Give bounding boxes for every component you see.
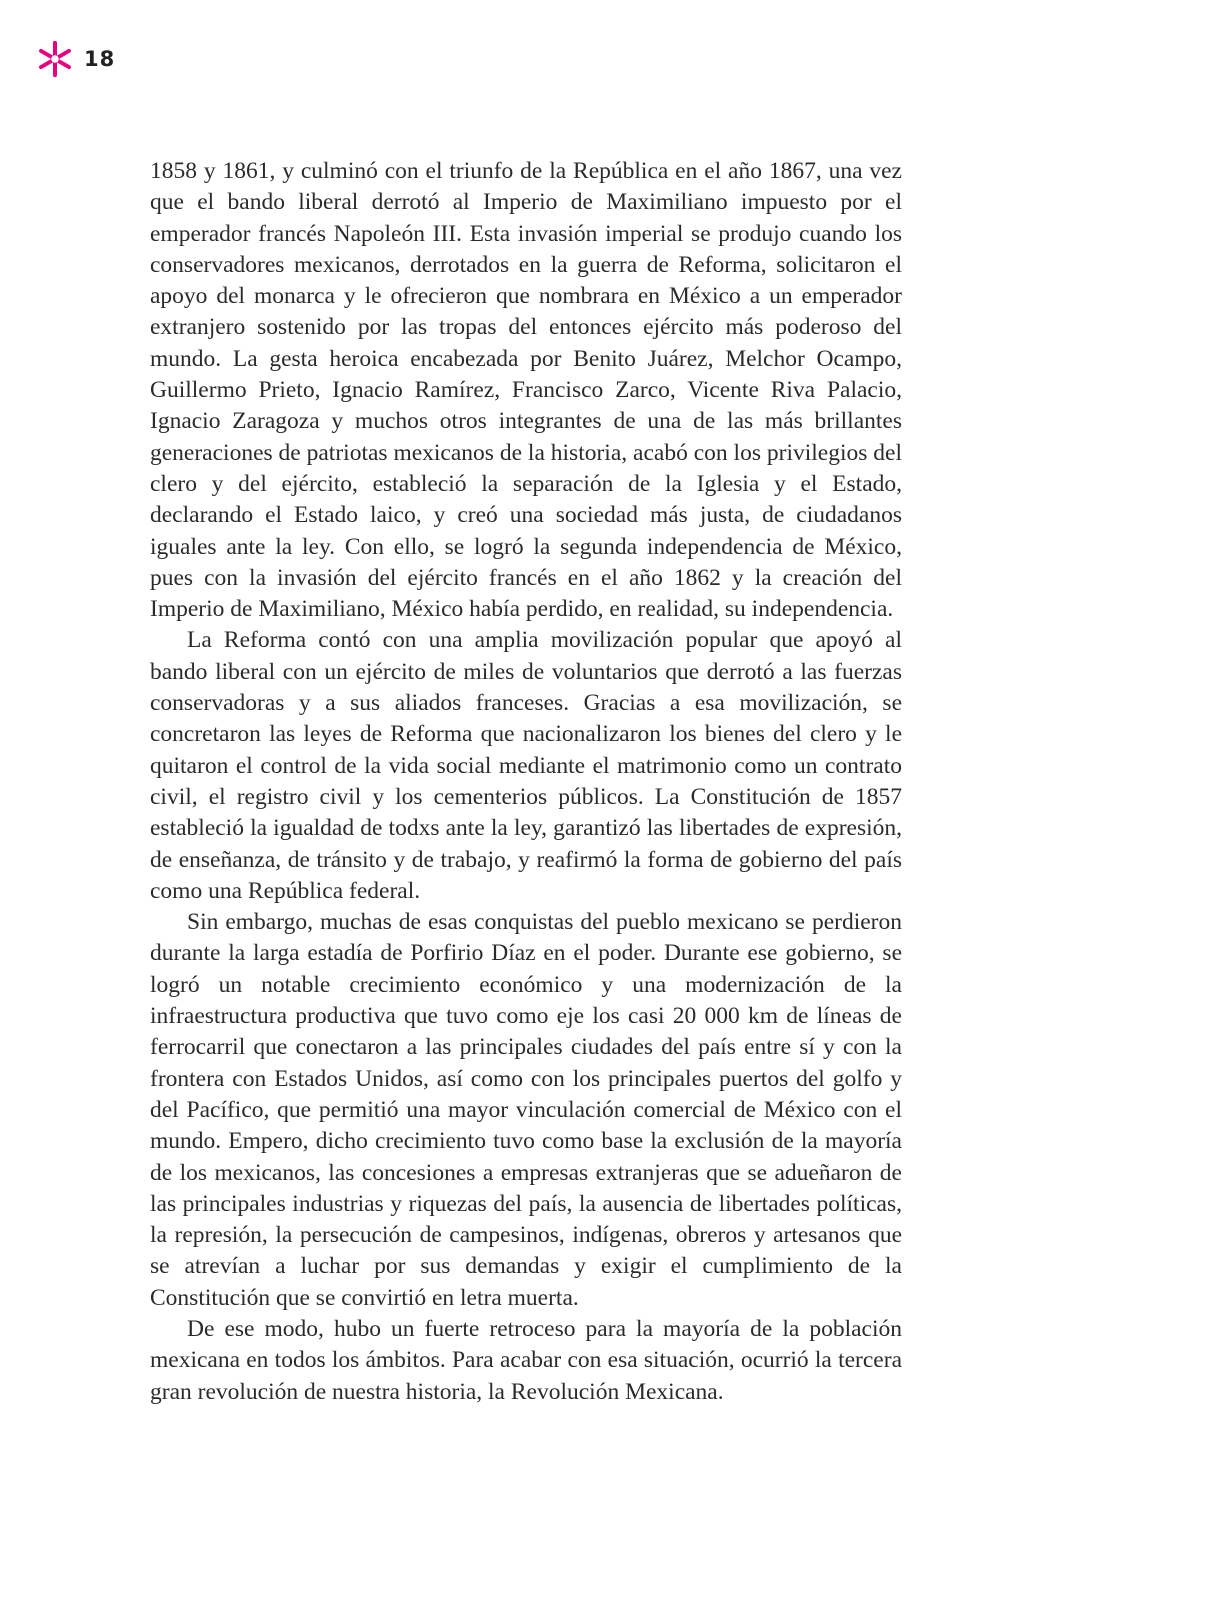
paragraph: 1858 y 1861, y culminó con el triunfo de la República en el año 1867, una vez que el bando liberal derrotó al Imperio de Maximiliano impuesto por el emperador francés Napoleón III. Esta invasión imperial se produjo cuando los conservadores mexicanos, derrotados en la guerra de Reforma, solicitaron el apoyo del monarca y le ofrecieron que nombrara en México a un emperador extranjero sostenido por las tropas del entonces ejército más poderoso del mundo. La gesta heroica encabezada por Benito Juárez, Melchor Ocampo, Guillermo Prieto, Ignacio Ramírez, Francisco Zarco, Vicente Riva Palacio, Ignacio Zaragoza y muchos otros integrantes de una de las más brillantes generaciones de patriotas mexicanos de la historia, acabó con los privilegios del clero y del ejército, estableció la separación de la Iglesia y el Estado, declarando el Estado laico, y creó una sociedad más justa, de ciudadanos iguales ante la ley. Con ello, se logró la segunda independencia de México, pues con la invasión del ejército francés en el año 1862 y la creación del Imperio de Maximiliano, México había perdido, en realidad, su independencia. [150, 158, 902, 623]
paragraph: De ese modo, hubo un fuerte retroceso para la mayoría de la población mexicana en todos los ámbitos. Para acabar con esa situación, ocurrió la tercera gran revolución de nuestra historia, la Revolución Mexicana. [150, 1315, 902, 1405]
paragraph: Sin embargo, muchas de esas conquistas del pueblo mexicano se perdieron durante la larga estadía de Porfirio Díaz en el poder. Durante ese gobierno, se logró un notable crecimiento económico y una modernización de la infraestructura productiva que tuvo como eje los casi 20 000 km de líneas de ferrocarril que conectaron a las principales ciudades del país entre sí y con la frontera con Estados Unidos, así como con los principales puertos del golfo y del Pacífico, que permitió una mayor vinculación comercial de México con el mundo. Empero, dicho crecimiento tuvo como base la exclusión de la mayoría de los mexicanos, las concesiones a empresas extranjeras que se adueñaron de las principales industrias y riquezas del país, la ausencia de libertades políticas, la represión, la persecución de campesinos, indígenas, obreros y artesanos que se atrevían a luchar por sus demandas y exigir el cumplimiento de la Constitución que se convirtió en letra muerta. [150, 909, 902, 1311]
asterisk-icon [36, 40, 74, 78]
paragraph: La Reforma contó con una amplia movilización popular que apoyó al bando liberal con un ejército de miles de voluntarios que derrotó a las fuerzas conservadoras y a sus aliados franceses. Gracias a esa movilización, se concretaron las leyes de Reforma que nacionalizaron los bienes del clero y le quitaron el control de la vida social mediante el matrimonio como un contrato civil, el registro civil y los cementerios públicos. La Constitución de 1857 estableció la igualdad de todxs ante la ley, garantizó las libertades de expresión, de enseñanza, de tránsito y de trabajo, y reafirmó la forma de gobierno del país como una República federal. [150, 627, 902, 904]
body-text [150, 156, 902, 1408]
page-header [36, 40, 115, 78]
page-number: 18 [84, 47, 116, 71]
